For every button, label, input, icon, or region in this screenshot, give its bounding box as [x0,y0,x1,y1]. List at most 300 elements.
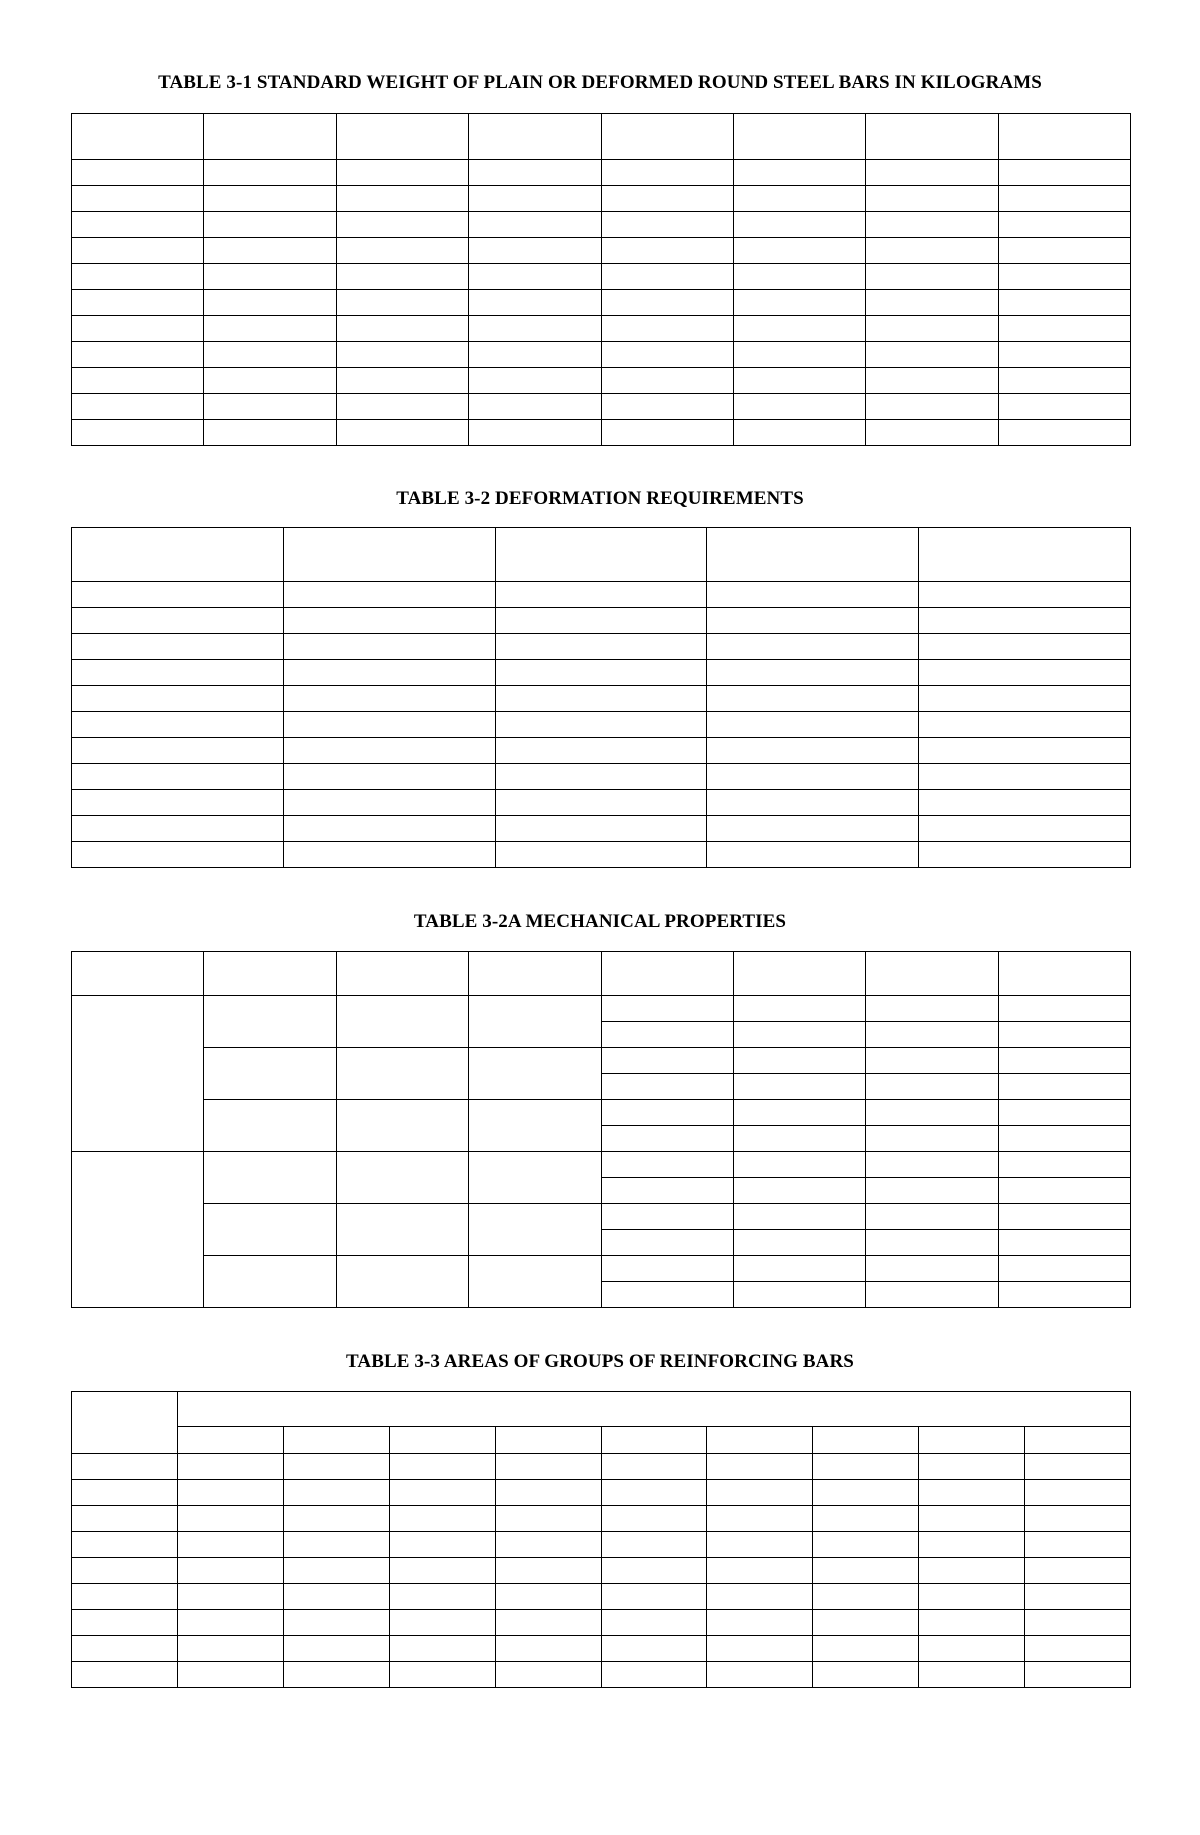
table-cell [998,1204,1130,1230]
table-cell [178,1480,284,1506]
table-cell [813,1454,919,1480]
table-cell [283,634,495,660]
table-cell [998,212,1130,238]
table-cell [601,1100,733,1126]
table-cell [813,1558,919,1584]
table-row [72,1204,1131,1230]
table-row [72,1152,1131,1178]
table-cell [283,1506,389,1532]
table-cell [336,1100,468,1152]
table-cell [204,1100,336,1152]
table-cell [283,816,495,842]
table-cell [389,1506,495,1532]
table-cell [707,1454,813,1480]
table-cell [998,1178,1130,1204]
table-cell [336,996,468,1048]
table-cell [204,186,336,212]
table-cell [178,1427,284,1454]
table-cell [919,634,1131,660]
table-cell [1025,1532,1131,1558]
table-cell [336,1204,468,1256]
table-cell [601,1584,707,1610]
table-cell [204,1204,336,1256]
table-cell [813,1662,919,1688]
table-cell [733,996,865,1022]
table-cell [866,368,998,394]
table-cell [919,712,1131,738]
table-cell [204,394,336,420]
table-cell [866,394,998,420]
table-cell [204,290,336,316]
table-cell [998,342,1130,368]
table-cell [336,1152,468,1204]
table-row [72,790,1131,816]
table-cell [733,1204,865,1230]
table-cell [866,160,998,186]
table-cell [336,212,468,238]
table-cell [204,996,336,1048]
table-cell [72,1152,204,1308]
table-cell [204,342,336,368]
table-cell [733,264,865,290]
table-cell [469,1048,601,1100]
table-row [72,316,1131,342]
table-3-2-title: TABLE 3-2 DEFORMATION REQUIREMENTS [396,488,804,509]
table-cell [998,1074,1130,1100]
table-cell [336,952,468,996]
table-cell [389,1480,495,1506]
table-row [72,420,1131,446]
table-row [72,764,1131,790]
table-cell [204,1256,336,1308]
table-cell [919,1454,1025,1480]
table-cell [707,1427,813,1454]
table-cell [72,582,284,608]
table-cell [866,1282,998,1308]
table-cell [707,816,919,842]
table-cell [204,1152,336,1204]
table-cell [733,1100,865,1126]
table-cell [707,608,919,634]
table-cell [998,238,1130,264]
table-cell [283,1532,389,1558]
table-cell [866,186,998,212]
table-cell [204,160,336,186]
table-cell [204,316,336,342]
table-cell [733,368,865,394]
table-3-2a-title: TABLE 3-2A MECHANICAL PROPERTIES [413,911,787,932]
table-cell [283,1584,389,1610]
table-cell [601,420,733,446]
table-cell [919,1427,1025,1454]
table-3-3 [71,1391,1131,1688]
table-cell [866,420,998,446]
table-cell [601,1204,733,1230]
table-cell [178,1454,284,1480]
table-cell [495,712,707,738]
table-cell [707,738,919,764]
table-cell [998,952,1130,996]
table-cell [919,1636,1025,1662]
table-cell [707,1662,813,1688]
table-cell [813,1532,919,1558]
table-row [72,660,1131,686]
table-cell [336,342,468,368]
table-cell [283,1427,389,1454]
table-cell [469,160,601,186]
table-cell [601,1532,707,1558]
table-row [72,1392,1131,1427]
table-cell [919,764,1131,790]
table-3-1-title: TABLE 3-1 STANDARD WEIGHT OF PLAIN OR DEFORMED ROUND STEEL BARS IN KILOGRAMS [158,72,1042,93]
table-cell [495,1610,601,1636]
table-cell [601,264,733,290]
table-cell [601,1506,707,1532]
table-cell [495,1636,601,1662]
table-cell [601,1256,733,1282]
table-cell [998,1256,1130,1282]
table-cell [72,1532,178,1558]
table-row [72,1636,1131,1662]
table-cell [389,1427,495,1454]
table-cell [919,1532,1025,1558]
table-cell [919,738,1131,764]
table-row [72,342,1131,368]
table-row [72,1506,1131,1532]
table-row [72,1532,1131,1558]
table-cell [733,1048,865,1074]
table-row [72,1558,1131,1584]
table-cell [601,952,733,996]
table-cell [813,1427,919,1454]
table-row [72,394,1131,420]
table-row [72,608,1131,634]
table-cell [283,1558,389,1584]
table-cell [707,528,919,582]
table-cell [866,1048,998,1074]
table-cell [283,1454,389,1480]
table-cell [919,816,1131,842]
table-cell [469,186,601,212]
table-cell [733,1282,865,1308]
table-cell [469,1152,601,1204]
table-cell [72,952,204,996]
table-cell [601,996,733,1022]
table-cell [998,114,1130,160]
table-cell [178,1506,284,1532]
table-cell [601,238,733,264]
table-cell [389,1454,495,1480]
table-cell [72,1454,178,1480]
table-cell [72,996,204,1152]
table-cell [733,952,865,996]
table-cell [178,1532,284,1558]
table-cell [469,1100,601,1152]
table-cell [469,952,601,996]
table-cell [389,1636,495,1662]
table-cell [866,1022,998,1048]
table-cell [998,1126,1130,1152]
table-cell [601,114,733,160]
table-cell [998,1152,1130,1178]
table-cell [601,1427,707,1454]
table-cell [336,160,468,186]
table-cell [707,686,919,712]
table-cell [707,790,919,816]
table-cell [495,738,707,764]
table-cell [707,1636,813,1662]
table-cell [733,114,865,160]
table-cell [601,394,733,420]
table-cell [495,634,707,660]
table-cell [469,290,601,316]
table-cell [72,420,204,446]
table-cell [72,790,284,816]
table-cell [495,1558,601,1584]
table-cell [283,842,495,868]
table-cell [919,842,1131,868]
table-cell [919,1558,1025,1584]
table-cell [1025,1662,1131,1688]
table-cell [336,1256,468,1308]
table-cell [495,816,707,842]
table-cell [178,1610,284,1636]
table-cell [178,1636,284,1662]
table-cell [283,608,495,634]
table-cell [178,1584,284,1610]
table-cell [998,1048,1130,1074]
table-cell [866,1152,998,1178]
table-cell [601,290,733,316]
table-cell [204,420,336,446]
table-cell [469,264,601,290]
table-row [72,1048,1131,1074]
table-cell [283,790,495,816]
table-row [72,1427,1131,1454]
table-cell [866,952,998,996]
table-cell [495,764,707,790]
table-cell [601,368,733,394]
table-cell [204,1048,336,1100]
table-cell [998,290,1130,316]
table-cell [1025,1480,1131,1506]
table-cell [336,420,468,446]
table-cell [866,316,998,342]
table-cell [813,1584,919,1610]
table-cell [601,186,733,212]
table-cell [495,1480,601,1506]
table-cell [998,264,1130,290]
table-cell [998,160,1130,186]
table-cell [72,290,204,316]
table-cell [866,1100,998,1126]
table-cell [72,816,284,842]
table-cell [998,420,1130,446]
table-cell [283,660,495,686]
table-cell [389,1610,495,1636]
table-cell [601,1074,733,1100]
table-row [72,1584,1131,1610]
table-cell [601,1636,707,1662]
table-cell [866,114,998,160]
table-cell [707,1480,813,1506]
table-cell [72,342,204,368]
table-cell [601,1610,707,1636]
table-3-2a [71,951,1131,1308]
table-cell [707,842,919,868]
table-cell [733,1230,865,1256]
table-cell [813,1480,919,1506]
table-cell [495,1506,601,1532]
table-row [72,842,1131,868]
table-3-2 [71,527,1131,868]
table-cell [72,264,204,290]
table-cell [707,582,919,608]
table-cell [866,238,998,264]
table-cell [733,1126,865,1152]
table-cell [866,264,998,290]
table-cell [72,764,284,790]
table-cell [733,212,865,238]
table-cell [469,1256,601,1308]
table-cell [601,212,733,238]
table-cell [495,528,707,582]
table-cell [998,368,1130,394]
table-cell [707,634,919,660]
table-cell [283,764,495,790]
table-cell [733,290,865,316]
table-cell [707,1584,813,1610]
table-cell [495,686,707,712]
table-cell [866,1178,998,1204]
table-cell [204,368,336,394]
table-cell [469,394,601,420]
table-row [72,114,1131,160]
table-cell [495,1584,601,1610]
table-cell [469,114,601,160]
table-cell [336,316,468,342]
table-cell [733,1022,865,1048]
table-cell [998,1282,1130,1308]
table-cell [601,1126,733,1152]
table-cell [813,1636,919,1662]
table-cell [601,1048,733,1074]
table-cell [495,790,707,816]
table-row [72,582,1131,608]
table-row [72,264,1131,290]
table-cell [469,368,601,394]
table-cell [204,952,336,996]
table-row [72,1480,1131,1506]
table-cell [998,394,1130,420]
table-cell [919,1662,1025,1688]
table-3-3-title: TABLE 3-3 AREAS OF GROUPS OF REINFORCING BARS [346,1351,854,1372]
table-cell [601,1558,707,1584]
table-cell [601,1178,733,1204]
table-cell [733,1074,865,1100]
table-cell [495,608,707,634]
table-cell [707,660,919,686]
table-cell [707,1506,813,1532]
table-cell [601,316,733,342]
table-cell [495,1662,601,1688]
table-cell [72,368,204,394]
table-cell [866,342,998,368]
table-cell [1025,1558,1131,1584]
table-cell [495,660,707,686]
table-cell [601,1152,733,1178]
table-cell [469,238,601,264]
table-cell [998,316,1130,342]
table-cell [813,1610,919,1636]
table-cell [283,686,495,712]
table-row [72,952,1131,996]
table-cell [389,1662,495,1688]
table-cell [998,1022,1130,1048]
table-cell [72,738,284,764]
table-cell [283,1610,389,1636]
table-cell [336,368,468,394]
table-row [72,1256,1131,1282]
table-row [72,528,1131,582]
table-cell [72,1392,178,1454]
table-cell [601,1454,707,1480]
table-cell [707,1558,813,1584]
table-cell [495,1532,601,1558]
table-cell [204,212,336,238]
table-cell [72,1506,178,1532]
table-cell [866,1074,998,1100]
table-row [72,1100,1131,1126]
table-cell [495,1427,601,1454]
table-cell [336,1048,468,1100]
table-cell [72,528,284,582]
table-cell [72,634,284,660]
table-cell [283,582,495,608]
table-cell [178,1662,284,1688]
table-cell [998,996,1130,1022]
table-cell [72,186,204,212]
table-cell [707,1610,813,1636]
table-cell [998,1100,1130,1126]
table-cell [72,114,204,160]
table-cell [866,996,998,1022]
table-row [72,686,1131,712]
table-cell [733,160,865,186]
table-cell [283,1480,389,1506]
table-cell [178,1392,1131,1427]
table-cell [1025,1427,1131,1454]
table-cell [733,1152,865,1178]
table-cell [72,1558,178,1584]
table-cell [601,160,733,186]
table-row [72,160,1131,186]
table-cell [733,420,865,446]
table-cell [707,764,919,790]
table-cell [495,582,707,608]
table-cell [72,394,204,420]
table-cell [204,114,336,160]
table-row [72,738,1131,764]
table-row [72,368,1131,394]
table-cell [469,316,601,342]
table-cell [998,186,1130,212]
table-cell [919,528,1131,582]
table-cell [72,160,204,186]
table-cell [336,114,468,160]
table-cell [919,686,1131,712]
table-cell [919,1584,1025,1610]
